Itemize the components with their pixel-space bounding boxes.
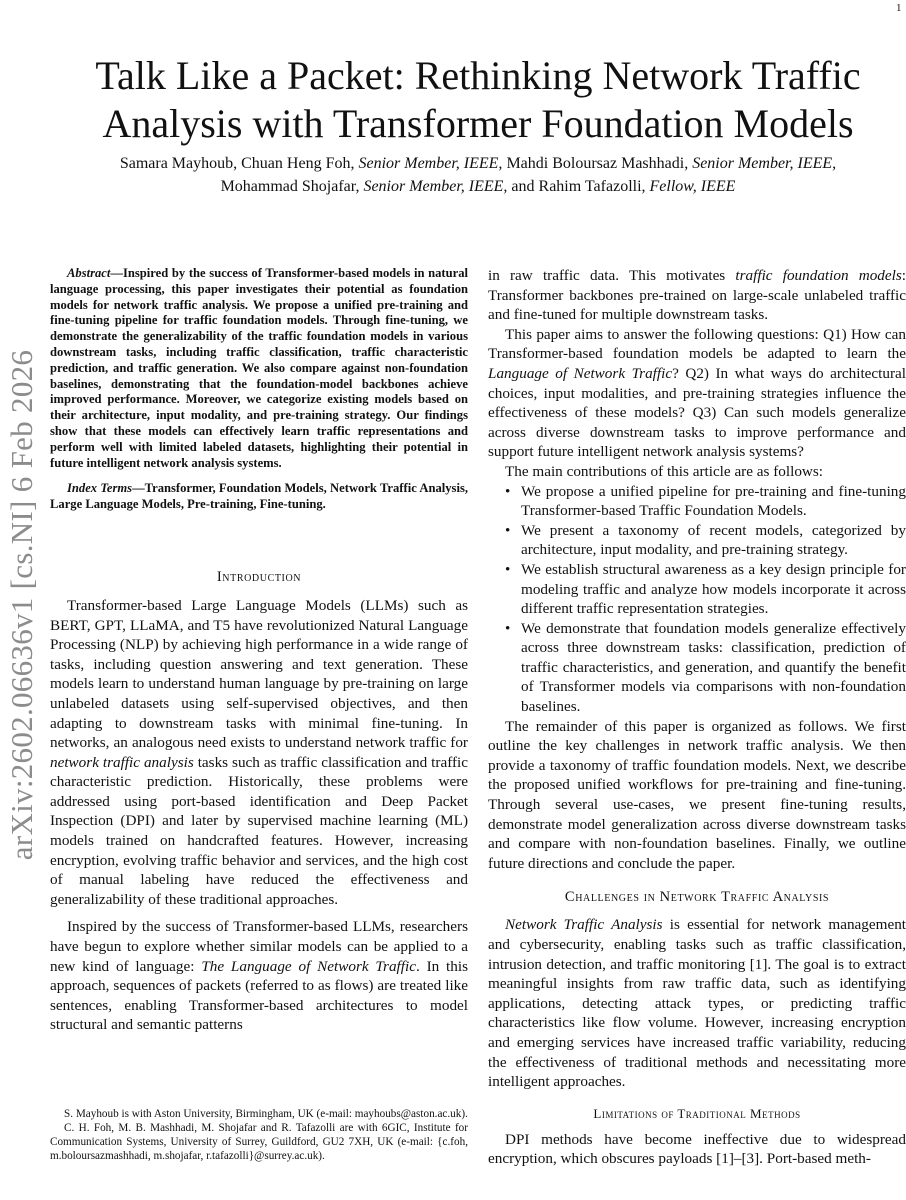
organization-paragraph: The remainder of this paper is organized as follows. We first outline the key challenges in network traffic analysis. We then provide a taxonomy of traffic foundation models. Next, we describe the proposed unified workflows for pre-training and fine-tuning. Through several use-cases, we present fine-tuning results, demonstrate model generalization across diverse downstream tasks and compare with non-foundation baselines. Finally, we outline future directions and conclude the paper. [488, 717, 906, 872]
contributions-intro: The main contributions of this article are as follows: [505, 462, 824, 480]
right-column [488, 266, 906, 1169]
right-paragraph-questions [488, 325, 906, 462]
page-number: 1 [896, 2, 902, 14]
arxiv-identifier: arXiv:2602.06636v1 [cs.NI] 6 Feb 2026 [4, 349, 39, 861]
right-p2-text-a: This paper aims to answer the following questions: Q1) How can Transformer-based foundation models be adapted to learn the [488, 325, 906, 363]
footnote-affiliation-1: S. Mayhoub is with Aston University, Birmingham, UK (e-mail: mayhoubs@aston.ac.uk). [64, 1108, 468, 1120]
right-p2-text-b: ? Q2) In what ways do architectural choices, input modalities, and pre-training strategies influence the effectiveness of these models? Q3) Can such models generalize across diverse downstream tasks to improve performance and support future intelligent network analysis systems? [488, 364, 906, 461]
contribution-text: We present a taxonomy of recent models, categorized by architecture, input modality, and pre-training strategy. [521, 521, 906, 559]
title-line-1: Talk Like a Packet: Rethinking Network Traffic [95, 53, 861, 98]
subsection-heading-limitations: Limitations of Traditional Methods [593, 1105, 801, 1121]
section-heading-introduction: Introduction [216, 568, 302, 585]
authors-line2-role-b: Fellow, IEEE [649, 178, 736, 195]
author-list [50, 152, 906, 198]
paper-title [50, 52, 906, 148]
abstract-block [50, 266, 468, 513]
authors-line2-role-a: Senior Member, IEEE, [363, 178, 508, 195]
index-terms [50, 481, 468, 513]
right-p1-emphasis: traffic foundation models [735, 267, 902, 284]
right-p1-text-b: : Transformer backbones pre-trained on large-scale unlabeled traffic and fine-tuned for multiple downstream tasks. [488, 267, 906, 324]
right-paragraph-1 [488, 266, 906, 325]
bullet-icon: • [505, 482, 511, 500]
abstract-text: —Inspired by the success of Transformer-based models in natural language processing, this paper investigates their potential as foundation models for network traffic analysis. We propose a unified pre-training and fine-tuning pipeline for traffic foundation models. Through fine-tuning, we demonstrate the generalizability of the traffic foundation models in various downstream tasks, including traffic classification, traffic characteristic prediction, and traffic generation. We also compare against non-foundation baselines, demonstrating that the foundation-model backbones achieve improved performance. Moreover, we categorize existing models based on their architecture, input modality, and pre-training strategy. Our findings show that these models can effectively learn traffic representations and perform well with limited labeled datasets, highlighting their potential in future intelligent network analysis systems. [50, 266, 468, 470]
authors-line1-name-b: Mahdi Boloursaz Mashhadi, [502, 155, 693, 172]
abstract-label: Abstract [67, 266, 111, 280]
authors-line2-name-b: and Rahim Tafazolli, [507, 178, 650, 195]
bullet-icon: • [505, 560, 511, 578]
contribution-item [488, 521, 906, 560]
authors-line1-names: Samara Mayhoub, Chuan Heng Foh, [119, 155, 359, 172]
index-terms-label: Index Terms [67, 481, 133, 496]
bullet-icon: • [505, 619, 511, 637]
limitations-paragraph: DPI methods have become ineffective due to widespread encryption, which obscures payloads [1]–[3]. Port-based meth- [488, 1130, 906, 1168]
intro-p2-text-b: . In this approach, sequences of packets (referred to as flows) are treated like sentences, enabling Transformer-based architectures to model structural and semantic patterns [50, 957, 468, 1034]
intro-p1-text-b: tasks such as traffic classification and traffic characteristic prediction. Historically, these problems were addressed using port-based identification and Deep Packet Inspection (DPI) and later by supervised machine learning (ML) models trained on handcrafted features. However, increasing encryption, evolving traffic behavior and services, and the high cost of manual labeling have reduced the effectiveness and generalizability of these traditional approaches. [50, 753, 468, 908]
right-p1-text-a: in raw traffic data. This motivates [488, 267, 736, 284]
contribution-text: We establish structural awareness as a key design principle for modeling traffic and analyze how models incorporate it across different traffic representation strategies. [521, 560, 906, 618]
contribution-text: We propose a unified pipeline for pre-training and fine-tuning Transformer-based Traffic Foundation Models. [521, 482, 906, 520]
index-terms-text: —Transformer, Foundation Models, Network Traffic Analysis, Large Language Models, Pre-training, Fine-tuning. [50, 481, 468, 512]
section-heading-challenges: Challenges in Network Traffic Analysis [564, 889, 830, 906]
authors-line2-name-a: Mohammad Shojafar, [220, 178, 364, 195]
contribution-item [488, 619, 906, 717]
right-p2-emphasis: Language of Network Traffic [488, 364, 673, 382]
intro-p1-text-a: Transformer-based Large Language Models (LLMs) such as BERT, GPT, LLaMA, and T5 have revolutionized Natural Language Processing (NLP) by achieving high performance in a wide range of tasks, including question answering and text generation. These models learn to understand human language by pre-training on large unlabeled datasets using self-supervised objectives, and then adapting to downstream tasks with minimal fine-tuning. In networks, an analogous need exists to understand network traffic for [50, 596, 468, 752]
arxiv-sidebar [0, 0, 40, 1200]
authors-line1-role-a: Senior Member, IEEE, [358, 155, 503, 172]
challenges-paragraph [488, 915, 906, 1091]
title-line-2: Analysis with Transformer Foundation Models [102, 101, 854, 146]
intro-p2-text-a: Inspired by the success of Transformer-based LLMs, researchers have begun to explore whether similar models can be applied to a new kind of language: [50, 918, 468, 975]
challenges-emphasis: Network Traffic Analysis [505, 916, 663, 934]
footnotes [50, 1107, 468, 1163]
left-column [50, 266, 468, 1035]
intro-p1-emphasis: network traffic analysis [50, 753, 194, 771]
contribution-item [488, 482, 906, 521]
intro-p2-emphasis: The Language of Network Traffic [201, 957, 416, 975]
intro-paragraph-1 [50, 596, 468, 910]
contribution-text: We demonstrate that foundation models generalize effectively across three downstream tasks: classification, prediction of traffic characteristics, and generation, and quantify the benefit of Transformer models via comparisons with non-foundation baselines. [521, 619, 906, 716]
challenges-text: is essential for network management and cybersecurity, enabling tasks such as traffic classification, intrusion detection, and traffic monitoring [1]. The goal is to extract meaningful insights from raw traffic data, such as identifying applications, detecting attack types, or predicting traffic characteristics like flow volume. However, increasing encryption and emerging services have increased traffic variability, reducing the effectiveness of traditional methods and necessitating more intelligent approaches. [488, 916, 906, 1091]
authors-line1-role-b: Senior Member, IEEE, [692, 155, 837, 172]
intro-paragraph-2 [50, 917, 468, 1035]
footnote-affiliation-2: C. H. Foh, M. B. Mashhadi, M. Shojafar and R. Tafazolli are with 6GIC, Institute for Communication Systems, University of Surrey, Guildford, GU2 7XH, UK (e-mail: {c.foh, m.boloursazmashhadi, m.shojafar, r.tafazolli}@surrey.ac.uk). [50, 1122, 468, 1162]
bullet-icon: • [505, 521, 511, 539]
contribution-item [488, 560, 906, 619]
abstract [50, 266, 468, 471]
contributions-list [488, 482, 906, 717]
